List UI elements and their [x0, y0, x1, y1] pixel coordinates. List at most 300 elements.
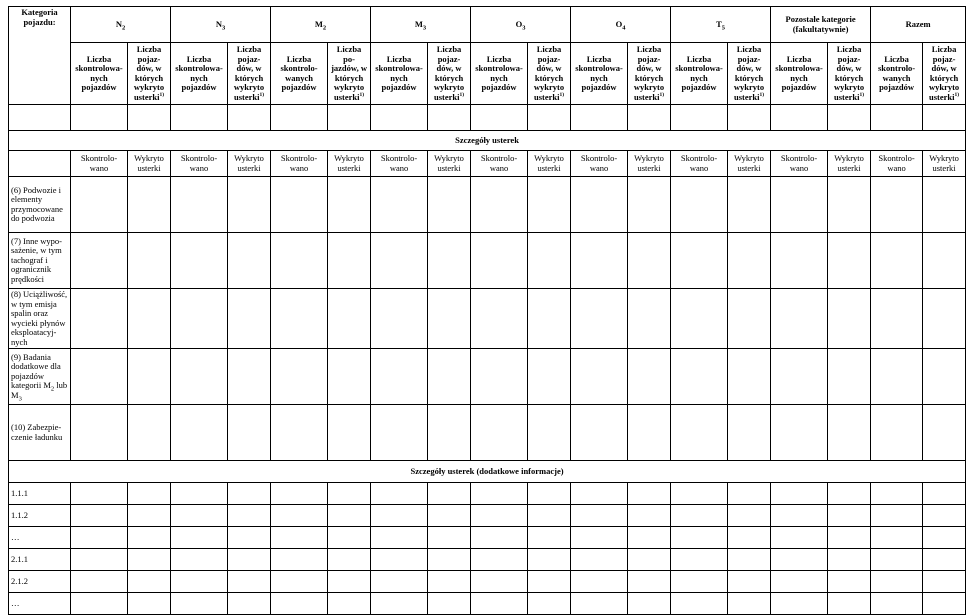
data-cell[interactable] — [871, 289, 923, 349]
data-cell[interactable] — [728, 289, 771, 349]
subheader-found-label: Liczba pojaz-dów, w których wykryto usterki — [833, 44, 865, 102]
data-cell[interactable] — [628, 483, 671, 505]
data-cell[interactable] — [371, 483, 428, 505]
data-cell[interactable] — [271, 549, 328, 571]
data-cell[interactable] — [428, 527, 471, 549]
data-cell[interactable] — [228, 233, 271, 289]
data-cell[interactable] — [271, 349, 328, 405]
data-cell[interactable] — [371, 233, 428, 289]
data-cell[interactable] — [923, 527, 966, 549]
col-found-label: Wykryto usterki — [134, 153, 164, 173]
data-cell[interactable] — [771, 233, 828, 289]
col-found — [828, 151, 871, 177]
data-cell[interactable] — [771, 177, 828, 233]
data-cell[interactable] — [528, 289, 571, 349]
data-cell[interactable] — [628, 549, 671, 571]
data-cell[interactable] — [228, 483, 271, 505]
data-cell[interactable] — [628, 177, 671, 233]
data-cell[interactable] — [828, 177, 871, 233]
data-cell[interactable] — [528, 233, 571, 289]
data-cell[interactable] — [923, 233, 966, 289]
data-cell[interactable] — [128, 177, 171, 233]
data-cell[interactable] — [871, 349, 923, 405]
data-cell[interactable] — [671, 571, 728, 593]
data-cell[interactable] — [171, 593, 228, 615]
data-cell[interactable] — [371, 349, 428, 405]
data-cell[interactable] — [228, 593, 271, 615]
subheader-found — [828, 43, 871, 105]
col-checked-label: Skontrolo-wano — [480, 153, 518, 173]
category-header — [471, 7, 571, 43]
data-cell[interactable] — [728, 349, 771, 405]
data-cell[interactable] — [923, 405, 966, 461]
empty-cell[interactable] — [771, 105, 828, 131]
data-cell[interactable] — [428, 405, 471, 461]
subheader-found-label: Liczba pojaz-dów, w których wykryto usterki — [533, 44, 565, 102]
col-found-label: Wykryto usterki — [834, 153, 864, 173]
data-cell[interactable] — [571, 527, 628, 549]
detail-row — [9, 571, 966, 593]
data-cell[interactable] — [671, 233, 728, 289]
data-cell[interactable] — [628, 233, 671, 289]
data-cell[interactable] — [671, 405, 728, 461]
data-cell[interactable] — [228, 349, 271, 405]
detail-label — [9, 571, 71, 593]
data-cell[interactable] — [728, 177, 771, 233]
data-cell[interactable] — [771, 289, 828, 349]
data-cell[interactable] — [271, 233, 328, 289]
data-cell[interactable] — [771, 505, 828, 527]
data-cell[interactable] — [771, 483, 828, 505]
data-cell[interactable] — [571, 483, 628, 505]
detail-label-text: … — [11, 597, 20, 608]
category-header — [371, 7, 471, 43]
data-cell[interactable] — [228, 177, 271, 233]
data-cell[interactable] — [71, 549, 128, 571]
subheader-checked-label: Liczba skontrolowa-nych pojazdów — [575, 53, 623, 92]
empty-cell[interactable] — [528, 105, 571, 131]
data-cell[interactable] — [128, 593, 171, 615]
data-cell[interactable] — [528, 549, 571, 571]
data-cell[interactable] — [471, 177, 528, 233]
subheader-found-label: Liczba pojaz-dów, w których wykryto usterki — [928, 44, 960, 102]
data-cell[interactable] — [271, 177, 328, 233]
col-found-label: Wykryto usterki — [434, 153, 464, 173]
data-cell[interactable] — [128, 405, 171, 461]
data-cell[interactable] — [771, 349, 828, 405]
data-cell[interactable] — [923, 483, 966, 505]
data-cell[interactable] — [571, 349, 628, 405]
category-subscript: 3 — [522, 24, 526, 32]
data-cell[interactable] — [271, 593, 328, 615]
defect-row — [9, 405, 966, 461]
data-cell[interactable] — [571, 505, 628, 527]
data-cell[interactable] — [771, 527, 828, 549]
data-cell[interactable] — [371, 549, 428, 571]
data-cell[interactable] — [328, 289, 371, 349]
section-column-row — [9, 151, 966, 177]
subheader-found-label: Liczba pojaz-dów, w których wykryto usterki — [733, 44, 765, 102]
defect-label — [9, 289, 71, 349]
defect-label-text: (8) Uciążliwość, w tym emisja spalin oraz wycieki płynów eksploatacyj-nych — [11, 289, 68, 347]
data-cell[interactable] — [171, 483, 228, 505]
data-cell[interactable] — [128, 483, 171, 505]
col-checked-label: Skontrolo-wano — [380, 153, 418, 173]
data-cell[interactable] — [271, 505, 328, 527]
defect-label-subscript: 3 — [18, 395, 22, 403]
empty-cell[interactable] — [923, 105, 966, 131]
data-cell[interactable] — [71, 405, 128, 461]
footnote-marker: 1) — [359, 91, 365, 98]
data-cell[interactable] — [471, 527, 528, 549]
detail-row — [9, 549, 966, 571]
data-cell[interactable] — [871, 177, 923, 233]
data-cell[interactable] — [828, 549, 871, 571]
data-cell[interactable] — [571, 289, 628, 349]
data-cell[interactable] — [871, 593, 923, 615]
data-cell[interactable] — [728, 505, 771, 527]
subheader-found — [328, 43, 371, 105]
data-cell[interactable] — [228, 405, 271, 461]
data-cell[interactable] — [428, 177, 471, 233]
data-cell[interactable] — [571, 549, 628, 571]
col-found — [428, 151, 471, 177]
data-cell[interactable] — [328, 177, 371, 233]
subheader-checked — [671, 43, 728, 105]
col-checked — [171, 151, 228, 177]
category-name: N — [215, 18, 222, 29]
data-cell[interactable] — [428, 233, 471, 289]
data-cell[interactable] — [71, 349, 128, 405]
data-cell[interactable] — [871, 483, 923, 505]
data-cell[interactable] — [828, 593, 871, 615]
data-cell[interactable] — [371, 289, 428, 349]
data-cell[interactable] — [71, 483, 128, 505]
data-cell[interactable] — [128, 549, 171, 571]
data-cell[interactable] — [71, 527, 128, 549]
empty-cell[interactable] — [428, 105, 471, 131]
data-cell[interactable] — [271, 483, 328, 505]
detail-row — [9, 505, 966, 527]
subheader-checked — [271, 43, 328, 105]
category-name: M — [314, 18, 323, 29]
data-cell[interactable] — [371, 405, 428, 461]
empty-cell[interactable] — [471, 105, 528, 131]
data-cell[interactable] — [228, 505, 271, 527]
data-cell[interactable] — [271, 289, 328, 349]
col-checked-label: Skontrolo-wano — [580, 153, 618, 173]
data-cell[interactable] — [628, 289, 671, 349]
data-cell[interactable] — [471, 289, 528, 349]
data-cell[interactable] — [228, 289, 271, 349]
detail-label — [9, 593, 71, 615]
data-cell[interactable] — [428, 483, 471, 505]
empty-cell[interactable] — [571, 105, 628, 131]
data-cell[interactable] — [71, 177, 128, 233]
data-cell[interactable] — [571, 593, 628, 615]
data-cell[interactable] — [923, 549, 966, 571]
data-cell[interactable] — [428, 349, 471, 405]
data-cell[interactable] — [528, 527, 571, 549]
data-cell[interactable] — [828, 233, 871, 289]
data-cell[interactable] — [771, 405, 828, 461]
data-cell[interactable] — [671, 289, 728, 349]
subheader-checked — [171, 43, 228, 105]
data-cell[interactable] — [328, 483, 371, 505]
data-cell[interactable] — [528, 505, 571, 527]
data-cell[interactable] — [71, 505, 128, 527]
data-cell[interactable] — [471, 549, 528, 571]
data-cell[interactable] — [828, 527, 871, 549]
category-subscript: 5 — [721, 24, 725, 32]
data-cell[interactable] — [271, 527, 328, 549]
subheader-found — [923, 43, 966, 105]
data-cell[interactable] — [428, 549, 471, 571]
data-cell[interactable] — [571, 405, 628, 461]
data-cell[interactable] — [471, 593, 528, 615]
col-found-label: Wykryto usterki — [634, 153, 664, 173]
data-cell[interactable] — [771, 593, 828, 615]
empty-cell[interactable] — [271, 105, 328, 131]
data-cell[interactable] — [728, 233, 771, 289]
footnote-marker: 1) — [159, 91, 165, 98]
data-cell[interactable] — [428, 593, 471, 615]
data-cell[interactable] — [671, 527, 728, 549]
data-cell[interactable] — [171, 289, 228, 349]
data-cell[interactable] — [728, 593, 771, 615]
category-header — [271, 7, 371, 43]
subheader-found — [628, 43, 671, 105]
data-cell[interactable] — [371, 571, 428, 593]
data-cell[interactable] — [728, 571, 771, 593]
data-cell[interactable] — [871, 405, 923, 461]
empty-cell[interactable] — [828, 105, 871, 131]
data-cell[interactable] — [428, 571, 471, 593]
data-cell[interactable] — [671, 483, 728, 505]
section-title-text: Szczegóły usterek — [455, 134, 519, 145]
empty-cell[interactable] — [71, 105, 128, 131]
data-cell[interactable] — [471, 505, 528, 527]
category-header — [771, 7, 871, 43]
subheader-found-label: Liczba pojaz-dów, w których wykryto usterki — [133, 44, 165, 102]
data-cell[interactable] — [128, 505, 171, 527]
data-cell[interactable] — [671, 177, 728, 233]
col-found — [328, 151, 371, 177]
data-cell[interactable] — [328, 549, 371, 571]
data-cell[interactable] — [728, 549, 771, 571]
data-cell[interactable] — [128, 571, 171, 593]
col-found — [128, 151, 171, 177]
subheader-found-label: Liczba pojaz-dów, w których wykryto usterki — [633, 44, 665, 102]
detail-label-text: … — [11, 531, 20, 542]
data-cell[interactable] — [71, 233, 128, 289]
data-cell[interactable] — [628, 405, 671, 461]
subheader-found-label: Liczba pojaz-dów, w których wykryto usterki — [233, 44, 265, 102]
empty-cell[interactable] — [371, 105, 428, 131]
data-cell[interactable] — [428, 505, 471, 527]
data-cell[interactable] — [728, 405, 771, 461]
category-header — [171, 7, 271, 43]
data-cell[interactable] — [171, 349, 228, 405]
empty-cell[interactable] — [228, 105, 271, 131]
data-cell[interactable] — [128, 289, 171, 349]
data-cell[interactable] — [871, 505, 923, 527]
data-cell[interactable] — [171, 233, 228, 289]
data-cell[interactable] — [328, 593, 371, 615]
data-cell[interactable] — [528, 571, 571, 593]
empty-cell[interactable] — [9, 105, 71, 131]
data-cell[interactable] — [771, 549, 828, 571]
category-name: T — [716, 18, 722, 29]
empty-cell[interactable] — [671, 105, 728, 131]
data-cell[interactable] — [271, 571, 328, 593]
data-cell[interactable] — [828, 483, 871, 505]
data-cell[interactable] — [228, 527, 271, 549]
data-cell[interactable] — [471, 233, 528, 289]
data-cell[interactable] — [471, 483, 528, 505]
col-found-label: Wykryto usterki — [534, 153, 564, 173]
data-cell[interactable] — [671, 505, 728, 527]
data-cell[interactable] — [371, 593, 428, 615]
data-cell[interactable] — [671, 593, 728, 615]
data-cell[interactable] — [471, 349, 528, 405]
detail-label-text: 1.1.1 — [11, 487, 28, 498]
empty-cell[interactable] — [171, 105, 228, 131]
defect-label-subscript: 2 — [50, 385, 55, 393]
data-cell[interactable] — [471, 571, 528, 593]
data-cell[interactable] — [171, 177, 228, 233]
data-cell[interactable] — [871, 233, 923, 289]
empty-cell[interactable] — [871, 105, 923, 131]
data-cell[interactable] — [328, 571, 371, 593]
footnote-marker: 1) — [859, 91, 865, 98]
data-cell[interactable] — [871, 571, 923, 593]
data-cell[interactable] — [528, 349, 571, 405]
defect-label — [9, 405, 71, 461]
data-cell[interactable] — [923, 505, 966, 527]
data-cell[interactable] — [328, 349, 371, 405]
category-name: N — [115, 18, 122, 29]
data-cell[interactable] — [628, 593, 671, 615]
detail-label-text: 1.1.2 — [11, 509, 28, 520]
section-title-text: Szczegóły usterek (dodatkowe informacje) — [410, 465, 564, 476]
data-cell[interactable] — [528, 483, 571, 505]
subheader-row — [9, 43, 966, 105]
data-cell[interactable] — [528, 405, 571, 461]
data-cell[interactable] — [271, 405, 328, 461]
section-title-row — [9, 131, 966, 151]
data-cell[interactable] — [171, 405, 228, 461]
data-cell[interactable] — [628, 505, 671, 527]
data-cell[interactable] — [571, 177, 628, 233]
category-header-row — [9, 7, 966, 43]
data-cell[interactable] — [671, 349, 728, 405]
defect-label-tail: lub M — [11, 380, 68, 400]
data-cell[interactable] — [728, 483, 771, 505]
empty-cell[interactable] — [628, 105, 671, 131]
data-cell[interactable] — [771, 571, 828, 593]
empty-cell[interactable] — [128, 105, 171, 131]
defect-row — [9, 177, 966, 233]
data-cell[interactable] — [671, 549, 728, 571]
blank-row — [9, 105, 966, 131]
data-cell[interactable] — [871, 549, 923, 571]
data-cell[interactable] — [328, 505, 371, 527]
data-cell[interactable] — [923, 289, 966, 349]
data-cell[interactable] — [528, 177, 571, 233]
data-cell[interactable] — [923, 593, 966, 615]
col-checked — [771, 151, 828, 177]
data-cell[interactable] — [371, 527, 428, 549]
data-cell[interactable] — [228, 549, 271, 571]
data-cell[interactable] — [171, 571, 228, 593]
defect-label-text: (6) Podwozie i elementy przymocowane do podwozia — [11, 184, 63, 223]
subheader-checked-label: Liczba skontrolowa-nych pojazdów — [175, 53, 223, 92]
col-found — [923, 151, 966, 177]
data-cell[interactable] — [571, 571, 628, 593]
data-cell[interactable] — [728, 527, 771, 549]
data-cell[interactable] — [628, 349, 671, 405]
data-cell[interactable] — [923, 349, 966, 405]
category-name: O — [515, 18, 523, 29]
empty-cell[interactable] — [328, 105, 371, 131]
data-cell[interactable] — [528, 593, 571, 615]
data-cell[interactable] — [371, 505, 428, 527]
data-cell[interactable] — [923, 177, 966, 233]
data-cell[interactable] — [428, 289, 471, 349]
col-found — [628, 151, 671, 177]
data-cell[interactable] — [871, 527, 923, 549]
data-cell[interactable] — [828, 289, 871, 349]
data-cell[interactable] — [171, 549, 228, 571]
data-cell[interactable] — [371, 177, 428, 233]
data-cell[interactable] — [71, 571, 128, 593]
defect-label — [9, 233, 71, 289]
data-cell[interactable] — [171, 527, 228, 549]
data-cell[interactable] — [128, 527, 171, 549]
data-cell[interactable] — [71, 289, 128, 349]
data-cell[interactable] — [128, 233, 171, 289]
data-cell[interactable] — [571, 233, 628, 289]
data-cell[interactable] — [828, 349, 871, 405]
col-found-label: Wykryto usterki — [734, 153, 764, 173]
data-cell[interactable] — [828, 505, 871, 527]
subheader-found — [728, 43, 771, 105]
data-cell[interactable] — [171, 505, 228, 527]
data-cell[interactable] — [128, 349, 171, 405]
col-checked-label: Skontrolo-wano — [780, 153, 818, 173]
data-cell[interactable] — [328, 405, 371, 461]
defect-row — [9, 349, 966, 405]
data-cell[interactable] — [923, 571, 966, 593]
data-cell[interactable] — [828, 571, 871, 593]
data-cell[interactable] — [328, 233, 371, 289]
data-cell[interactable] — [228, 571, 271, 593]
data-cell[interactable] — [328, 527, 371, 549]
col-checked-label: Skontrolo-wano — [680, 153, 718, 173]
col-checked-label: Skontrolo-wano — [180, 153, 218, 173]
detail-label-text: 2.1.1 — [11, 553, 28, 564]
footnote-marker: 1) — [559, 91, 565, 98]
data-cell[interactable] — [471, 405, 528, 461]
col-checked — [71, 151, 128, 177]
category-header — [671, 7, 771, 43]
data-cell[interactable] — [628, 527, 671, 549]
data-cell[interactable] — [71, 593, 128, 615]
empty-cell[interactable] — [728, 105, 771, 131]
data-cell[interactable] — [628, 571, 671, 593]
data-cell[interactable] — [828, 405, 871, 461]
